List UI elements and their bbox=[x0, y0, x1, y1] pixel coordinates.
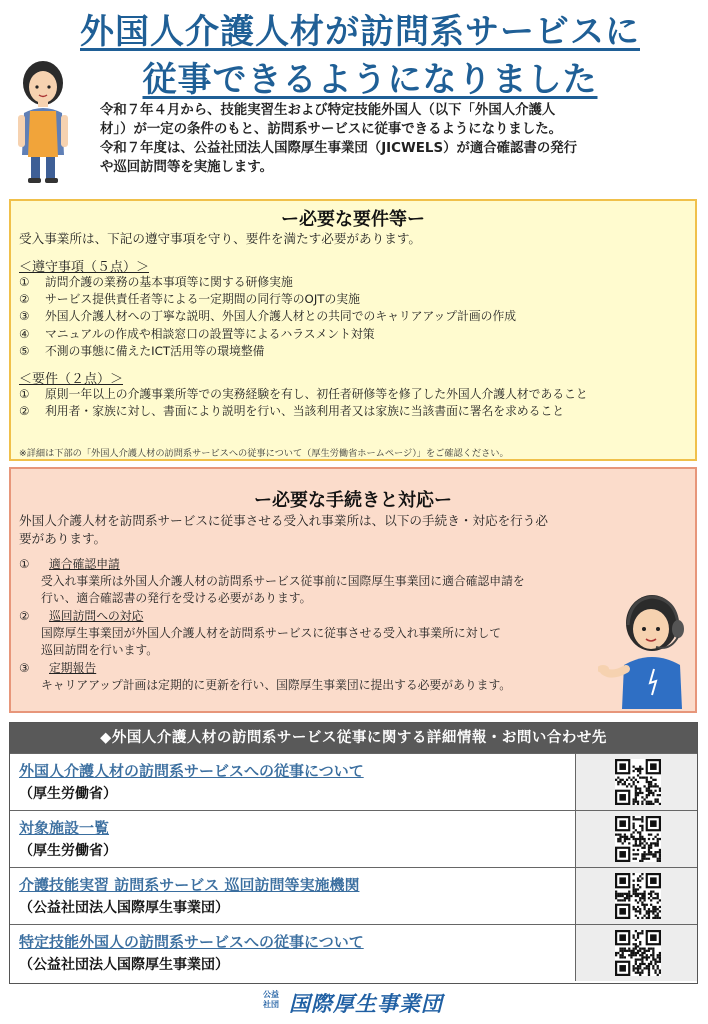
procedures-lead: 外国人介護人材を訪問系サービスに従事させる受入れ事業所は、以下の手続き・対応を行う必 要があります。 bbox=[19, 513, 548, 546]
organization-label: （厚生労働省） bbox=[19, 786, 117, 802]
caregiver-woman-illustration bbox=[12, 55, 74, 185]
operator-woman-illustration bbox=[598, 585, 694, 709]
page-header bbox=[0, 0, 708, 195]
compliance-list bbox=[19, 274, 687, 360]
table-row bbox=[10, 867, 697, 924]
details-note: ※詳細は下部の「外国人介護人材の訪問系サービスへの従事について（厚生労働省ホームページ）」をご確認ください。 bbox=[19, 448, 509, 459]
organization-label: （厚生労働省） bbox=[19, 843, 117, 859]
info-table-header: ◆外国人介護人材の訪問系サービス従事に関する詳細情報・お問い合わせ先 bbox=[10, 723, 697, 753]
list-item: ⑤ 不測の事態に備えたICT活用等の環境整備 bbox=[19, 343, 265, 358]
requirements-section bbox=[9, 199, 697, 461]
procedure-item: ② 巡回訪問への対応 国際厚生事業団が外国人介護人材を訪問系サービスに従事させる受入れ事業所に対して 巡回訪問を行います。 bbox=[19, 609, 502, 657]
table-row bbox=[10, 753, 697, 810]
list-item: ④ マニュアルの作成や相談窓口の設置等によるハラスメント対策 bbox=[19, 326, 375, 341]
link-target-facilities[interactable]: 対象施設一覧 bbox=[19, 819, 110, 837]
procedures-title: ー必要な手続きと対応ー bbox=[254, 490, 452, 511]
qr-code-icon[interactable] bbox=[615, 759, 661, 805]
procedure-item: ① 適合確認申請 受入れ事業所は外国人介護人材の訪問系サービス従事前に国際厚生事業団に適合確認申請を 行い、適合確認書の発行を受ける必要があります。 bbox=[19, 557, 525, 605]
table-row bbox=[10, 924, 697, 981]
info-table bbox=[9, 722, 698, 984]
requirement-list bbox=[19, 386, 687, 420]
procedures-section bbox=[9, 467, 697, 713]
page-title-line2: 従事できるようになりました bbox=[142, 60, 598, 100]
page-title-line1: 外国人介護人材が訪問系サービスに bbox=[80, 12, 640, 52]
procedure-heading: 巡回訪問への対応 bbox=[49, 609, 144, 623]
procedure-item: ③ 定期報告 キャリアアップ計画は定期的に更新を行い、国際厚生事業団に提出する必要があります。 bbox=[19, 661, 512, 692]
logo-text: 国際厚生事業団 bbox=[289, 992, 443, 1016]
qr-code-icon[interactable] bbox=[615, 816, 661, 862]
link-patrol-visit-agency[interactable]: 介護技能実習 訪問系サービス 巡回訪問等実施機関 bbox=[19, 876, 360, 894]
requirements-title: ー必要な要件等ー bbox=[281, 209, 425, 230]
link-specified-skilled-workers[interactable]: 特定技能外国人の訪問系サービスへの従事について bbox=[19, 933, 364, 951]
organization-label: （公益社団法人国際厚生事業団） bbox=[19, 900, 229, 916]
procedure-heading: 定期報告 bbox=[49, 661, 97, 675]
organization-label: （公益社団法人国際厚生事業団） bbox=[19, 957, 229, 973]
list-item: ③ 外国人介護人材への丁寧な説明、外国人介護人材との共同でのキャリアアップ計画の作成 bbox=[19, 309, 517, 324]
list-item: ② 利用者・家族に対し、書面により説明を行い、当該利用者又は家族に当該書面に署名を求めること bbox=[19, 404, 565, 419]
qr-code-icon[interactable] bbox=[615, 873, 661, 919]
list-item: ① 訪問介護の業務の基本事項等に関する研修実施 bbox=[19, 275, 293, 289]
list-item: ② サービス提供責任者等による一定期間の同行等のOJTの実施 bbox=[19, 292, 360, 307]
table-row bbox=[10, 810, 697, 867]
intro-text: 令和７年４月から、技能実習生および特定技能外国人（以下「外国人介護人 材」）が一定の条件のもと、訪問系サービスに従事できるようになりました。 令和７年度は、公益社団法人国際厚生事業団（JICWELS）が適合確認書の発行 や巡回訪問等を実施します。 bbox=[100, 103, 577, 175]
procedure-heading: 適合確認申請 bbox=[49, 557, 120, 571]
requirement-heading: ＜要件（２点）＞ bbox=[19, 372, 124, 387]
list-item: ① 原則一年以上の介護事業所等での実務経験を有し、初任者研修等を修了した外国人介護人材であること bbox=[19, 387, 588, 401]
link-mhlw-visiting-services[interactable]: 外国人介護人材の訪問系サービスへの従事について bbox=[19, 762, 364, 780]
jicwels-logo: 公益 社団 国際厚生事業団 bbox=[263, 990, 443, 1016]
compliance-heading: ＜遵守事項（５点）＞ bbox=[19, 260, 150, 275]
qr-code-icon[interactable] bbox=[615, 930, 661, 976]
requirements-lead: 受入事業所は、下記の遵守事項を守り、要件を満たす必要があります。 bbox=[19, 231, 421, 246]
